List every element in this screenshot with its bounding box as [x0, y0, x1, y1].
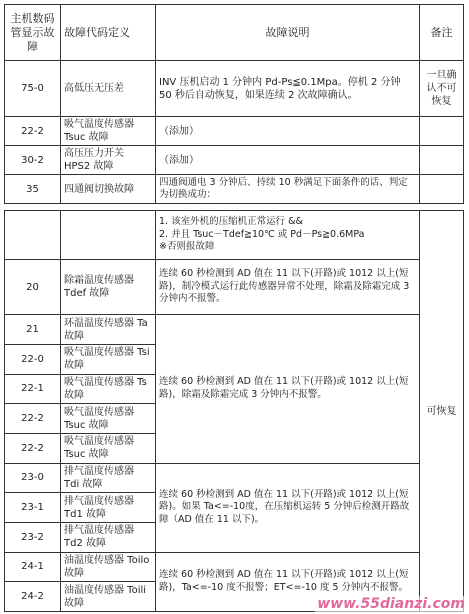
row-def: 油温度传感器 Toili 故障	[61, 582, 156, 612]
row-code: 24-1	[5, 552, 61, 582]
row-code: 75-0	[5, 61, 61, 117]
row-note	[420, 146, 464, 175]
row-code: 22-1	[5, 374, 61, 404]
row-def: 环温温度传感器 Ta 故障	[61, 315, 156, 345]
row-desc: INV 压机启动 1 分钟内 Pd-Ps≦0.1Mpa。停机 2 分钟 50 秒后自动恢复，如果连续 2 次故障确认。	[156, 61, 420, 117]
row-desc-group: 连续 60 秒检测到 AD 值在 11 以下(开路)或 1012 以上(短路)，Ta<=-10 度不报警；ET<=-10 度 5 分钟内不报警。	[156, 552, 420, 611]
table-row	[5, 260, 464, 315]
row-code	[5, 211, 61, 260]
table-row	[5, 146, 464, 175]
row-code: 35	[5, 175, 61, 204]
row-def: 吸气温度传感器 Tsuc 故障	[61, 117, 156, 146]
row-def: 除霜温度传感器 Tdef 故障	[61, 260, 156, 315]
desc-line: 2. 并且 Tsuc－Tdef≧10℃ 或 Pd－Ps≧0.6MPa	[159, 228, 365, 240]
row-note-recoverable: 可恢复	[420, 211, 464, 612]
row-note: 一旦确认不可恢复	[420, 61, 464, 117]
row-desc-group: 连续 60 秒检测到 AD 值在 11 以下(开路)或 1012 以上(短路)。如果 Ta<=-10度，在压缩机运转 5 分钟后检测开路故障（AD 值在 11 以下)。	[156, 463, 420, 552]
header-desc: 故障说明	[156, 5, 420, 61]
table-row	[5, 211, 464, 260]
row-code: 22-0	[5, 344, 61, 374]
row-code: 23-2	[5, 522, 61, 552]
desc-line: 1. 该室外机的压缩机正常运行 &&	[159, 216, 303, 228]
row-desc: （添加）	[156, 146, 420, 175]
row-desc: 连续 60 秒检测到 AD 值在 11 以下(开路)或 1012 以上(短路)，制冷模式运行此传感器异常不处理，除霜及除霜完成 3 分钟内不报警。	[156, 260, 420, 315]
row-def: 吸气温度传感器 Tsuc 故障	[61, 433, 156, 463]
fault-table-1	[4, 4, 464, 204]
row-code: 23-1	[5, 493, 61, 523]
row-code: 22-2	[5, 433, 61, 463]
row-code: 23-0	[5, 463, 61, 493]
row-def: 吸气温度传感器 Tsuc 故障	[61, 404, 156, 434]
row-desc-continued	[156, 211, 420, 260]
row-code: 22-2	[5, 404, 61, 434]
row-desc-group: 连续 60 秒检测到 AD 值在 11 以下(开路)或 1012 以上(短路)，除霜及除霜完成 3 分钟内不报警。	[156, 315, 420, 463]
row-def: 四通阀切换故障	[61, 175, 156, 204]
table-row	[5, 315, 464, 345]
row-def	[61, 211, 156, 260]
fault-table-2	[4, 210, 464, 612]
row-code: 22-2	[5, 117, 61, 146]
row-def: 高压压力开关 HPS2 故障	[61, 146, 156, 175]
row-code: 24-2	[5, 582, 61, 612]
row-desc: 四通阀通电 3 分钟后、持续 10 秒满足下面条件的话、判定为切换成功：	[156, 175, 420, 204]
header-code: 主机数码管显示故障	[5, 5, 61, 61]
row-def: 吸气温度传感器 Tsi 故障	[61, 344, 156, 374]
table-row	[5, 463, 464, 493]
desc-line: ※否则报故障	[159, 241, 215, 253]
row-note	[420, 117, 464, 146]
row-code: 20	[5, 260, 61, 315]
row-def: 油温度传感器 Toilo 故障	[61, 552, 156, 582]
row-code: 21	[5, 315, 61, 345]
row-def: 高低压无压差	[61, 61, 156, 117]
row-def: 排气温度传感器 Tdi 故障	[61, 463, 156, 493]
header-note: 备注	[420, 5, 464, 61]
row-note	[420, 175, 464, 204]
row-desc: （添加）	[156, 117, 420, 146]
row-def: 排气温度传感器 Td1 故障	[61, 493, 156, 523]
table-row	[5, 552, 464, 582]
row-def: 排气温度传感器 Td2 故障	[61, 522, 156, 552]
table-row	[5, 61, 464, 117]
row-code: 30-2	[5, 146, 61, 175]
watermark-text: www.55dianzi.com	[317, 596, 465, 612]
row-def: 吸气温度传感器 Ts 故障	[61, 374, 156, 404]
header-def: 故障代码定义	[61, 5, 156, 61]
table-row	[5, 117, 464, 146]
table-header-row	[5, 5, 464, 61]
table-row	[5, 175, 464, 204]
